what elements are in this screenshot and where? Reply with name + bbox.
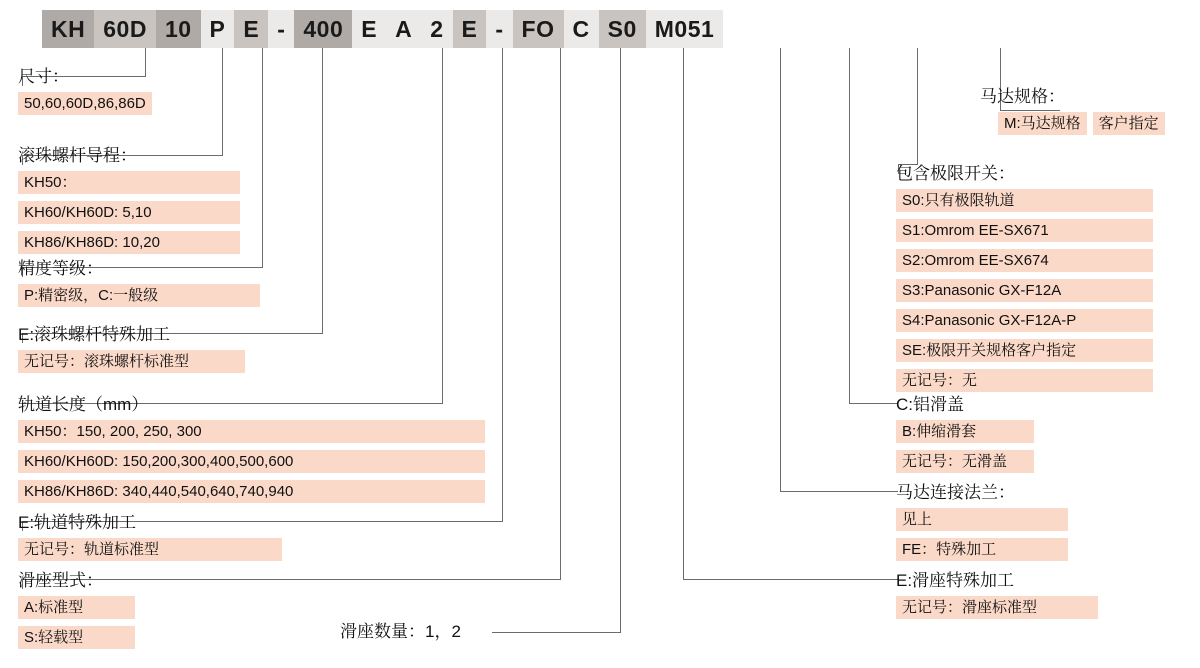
leader-cover-vertical: [849, 48, 850, 403]
callout-limit-switch-title: 包含极限开关：: [896, 164, 1015, 183]
callout-motor-spec-row-0: M:马达规格: [998, 112, 1087, 135]
callout-rail-length-row-0: KH50：150, 200, 250, 300: [18, 420, 485, 443]
callout-cover-title: C:铝滑盖: [896, 395, 964, 414]
leader-lead-vertical: [222, 48, 223, 155]
callout-accuracy-row-0: P:精密级，C:一般级: [18, 284, 260, 307]
callout-motor-spec-title: 马达规格：: [980, 87, 1065, 106]
leader-raillength-vertical: [442, 48, 443, 403]
callout-motor-flange-row-0: 见上: [896, 508, 1068, 531]
callout-slider-type-title: 滑座型式：: [18, 571, 103, 590]
callout-rail-special-title: E:轨道特殊加工: [18, 513, 137, 532]
product-code-bar: [42, 10, 723, 48]
callout-motor-flange: [896, 482, 1068, 564]
code-segment-9: 2: [421, 10, 452, 48]
callout-screw-special: [18, 324, 245, 373]
leader-slidertype-vertical: [560, 48, 561, 579]
code-segment-14: S0: [599, 10, 646, 48]
callout-screw-lead: [18, 145, 240, 257]
leader-limitswitch-vertical: [917, 48, 918, 164]
callout-rail-special-row-0: 无记号：轨道标准型: [18, 538, 282, 561]
callout-slider-type: [18, 570, 135, 652]
callout-size-title: 尺寸：: [18, 67, 69, 86]
callout-screw-lead-row-2: KH86/KH86D: 10,20: [18, 231, 240, 254]
callout-slider-type-row-1: S:轻载型: [18, 626, 135, 649]
code-segment-11: -: [486, 10, 512, 48]
callout-limit-switch-row-4: S4:Panasonic GX-F12A-P: [896, 309, 1153, 332]
callout-screw-lead-title: 滚珠螺杆导程：: [18, 146, 137, 165]
callout-size: [18, 66, 152, 115]
callout-slider-special: [896, 570, 1098, 619]
code-segment-4: E: [234, 10, 268, 48]
code-segment-13: C: [564, 10, 599, 48]
callout-motor-spec-row-1: 客户指定: [1093, 112, 1165, 135]
callout-rail-length: [18, 394, 485, 506]
callout-limit-switch-row-2: S2:Omrom EE-SX674: [896, 249, 1153, 272]
callout-screw-special-row-0: 无记号：滚珠螺杆标准型: [18, 350, 245, 373]
leader-railspecial-vertical: [502, 48, 503, 521]
callout-rail-length-title: 轨道长度（mm）: [18, 395, 149, 414]
leader-flange-vertical: [780, 48, 781, 491]
callout-limit-switch-row-6: 无记号：无: [896, 369, 1153, 392]
callout-motor-flange-title: 马达连接法兰：: [896, 483, 1015, 502]
callout-slider-count-title: 滑座数量：1，2: [340, 622, 461, 641]
leader-sliderspecial-vertical: [683, 48, 684, 579]
callout-limit-switch-row-1: S1:Omrom EE-SX671: [896, 219, 1153, 242]
callout-limit-switch-row-5: SE:极限开关规格客户指定: [896, 339, 1153, 362]
callout-rail-length-row-1: KH60/KH60D: 150,200,300,400,500,600: [18, 450, 485, 473]
leader-slidercount-vertical: [620, 48, 621, 632]
leader-cover-horizontal: [849, 403, 898, 404]
callout-motor-spec: [980, 86, 1165, 135]
callout-slider-count: [340, 621, 461, 643]
code-segment-5: -: [268, 10, 294, 48]
callout-slider-special-row-0: 无记号：滑座标准型: [896, 596, 1098, 619]
callout-screw-lead-row-1: KH60/KH60D: 5,10: [18, 201, 240, 224]
code-segment-12: FO: [513, 10, 564, 48]
code-segment-8: A: [386, 10, 421, 48]
code-segment-3: P: [201, 10, 235, 48]
callout-accuracy: [18, 258, 260, 307]
code-segment-10: E: [453, 10, 487, 48]
leader-slidercount-horizontal: [492, 632, 621, 633]
callout-limit-switch: [896, 163, 1153, 395]
callout-accuracy-title: 精度等级：: [18, 259, 103, 278]
callout-limit-switch-row-0: S0:只有极限轨道: [896, 189, 1153, 212]
callout-cover: [896, 394, 1034, 476]
callout-slider-special-title: E:滑座特殊加工: [896, 571, 1015, 590]
code-segment-1: 60D: [94, 10, 156, 48]
callout-rail-length-row-2: KH86/KH86D: 340,440,540,640,740,940: [18, 480, 485, 503]
leader-accuracy-vertical: [262, 48, 263, 267]
callout-size-row-0: 50,60,60D,86,86D: [18, 92, 152, 115]
callout-cover-row-0: B:伸缩滑套: [896, 420, 1034, 443]
callout-screw-special-title: E:滚珠螺杆特殊加工: [18, 325, 171, 344]
code-segment-7: E: [352, 10, 386, 48]
code-segment-0: KH: [42, 10, 94, 48]
code-segment-15: M051: [646, 10, 724, 48]
code-segment-2: 10: [156, 10, 201, 48]
leader-screwspecial-vertical: [322, 48, 323, 333]
callout-rail-special: [18, 512, 282, 561]
code-segment-6: 400: [294, 10, 352, 48]
leader-flange-horizontal: [780, 491, 898, 492]
callout-screw-lead-row-0: KH50：: [18, 171, 240, 194]
leader-sliderspecial-horizontal: [683, 579, 898, 580]
callout-cover-row-1: 无记号：无滑盖: [896, 450, 1034, 473]
callout-slider-type-row-0: A:标准型: [18, 596, 135, 619]
callout-motor-flange-row-1: FE：特殊加工: [896, 538, 1068, 561]
callout-limit-switch-row-3: S3:Panasonic GX-F12A: [896, 279, 1153, 302]
